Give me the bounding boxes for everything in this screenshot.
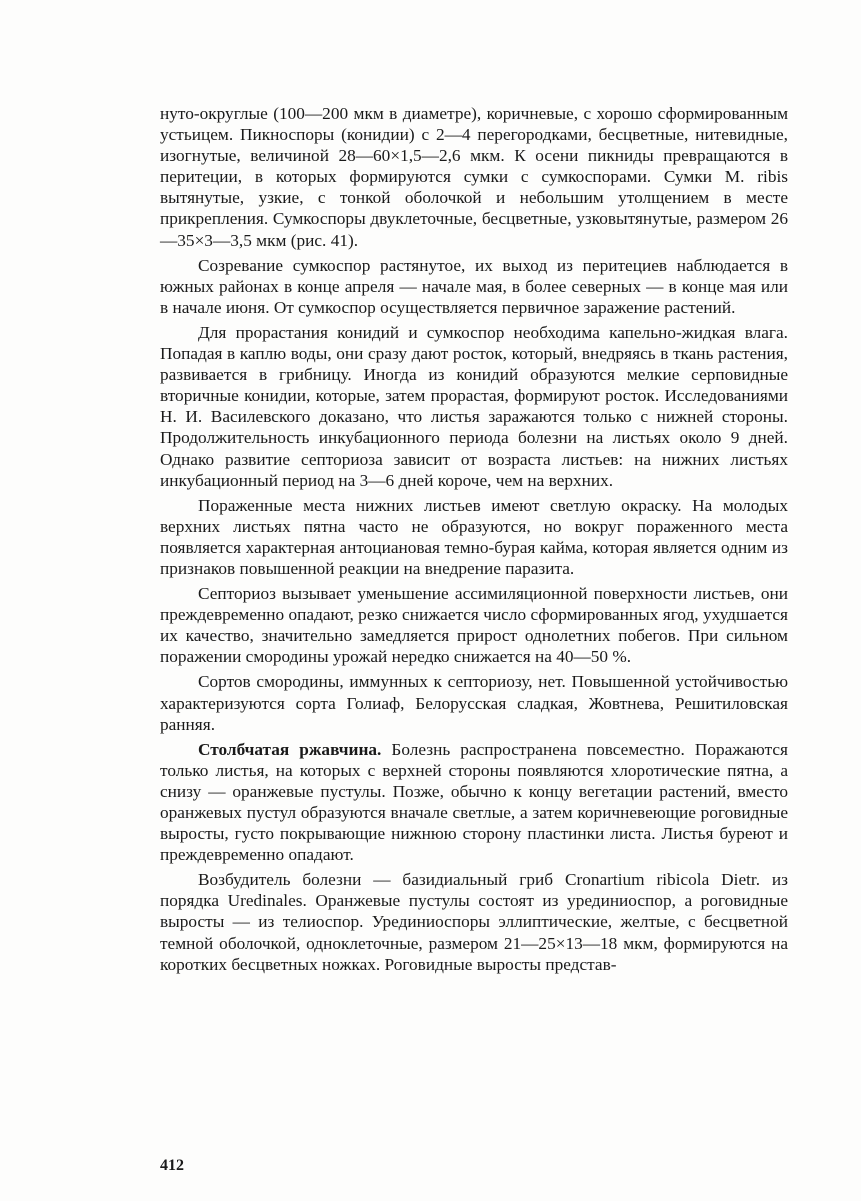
paragraph-with-term	[160, 739, 788, 866]
paragraph: Возбудитель болезни — базидиальный гриб Cronartium ribicola Dietr. из порядка Uredinales. Оранжевые пустулы состоят из урединиоспор, а роговидные выросты — из телиоспор. Урединиоспоры эллиптические, желтые, с бесцветной темной оболочкой, одноклеточные, размером 21—25×13—18 мкм, формируются на коротких бесцветных ножках. Роговидные выросты представ-	[160, 870, 788, 974]
paragraph: нуто-округлые (100—200 мкм в диаметре), коричневые, с хорошо сформированным устьицем. Пикноспоры (конидии) с 2—4 перегородками, бесцветные, нитевидные, изогнутые, величиной 28—60×1,5—2,6 мкм. К осени пикниды превращаются в перитеции, в которых формируются сумки с сумкоспорами. Сумки M. ribis вытянутые, узкие, с тонкой оболочкой и небольшим утолщением в месте прикрепления. Сумкоспоры двуклеточные, бесцветные, узковытянутые, размером 26—35×3—3,5 мкм (рис. 41).	[160, 104, 788, 250]
paragraph-text: Болезнь распространена повсеместно. Поражаются только листья, на которых с верхней стороны появляются хлоротические пятна, а снизу — оранжевые пустулы. Позже, обычно к концу вегетации растений, вместо оранжевых пустул образуются вначале светлые, а затем коричневеющие роговидные выросты, густо покрывающие нижнюю сторону пластинки листа. Листья буреют и преждевременно опадают.	[160, 739, 788, 865]
page-number: 412	[160, 1157, 184, 1174]
paragraph: Септориоз вызывает уменьшение ассимиляционной поверхности листьев, они преждевременно опадают, резко снижается число сформированных ягод, ухудшается их качество, значительно замедляется прирост однолетних побегов. При сильном поражении смородины урожай нередко снижается на 40—50 %.	[160, 584, 788, 667]
paragraph: Сортов смородины, иммунных к септориозу, нет. Повышенной устойчивостью характеризуются сорта Голиаф, Белорусская сладкая, Жовтнева, Решитиловская ранняя.	[160, 672, 788, 734]
paragraph: Пораженные места нижних листьев имеют светлую окраску. На молодых верхних листьях пятна часто не образуются, но вокруг пораженного места появляется характерная антоциановая темно-бурая кайма, которая является одним из признаков повышенной реакции на внедрение паразита.	[160, 495, 788, 578]
paragraph: Для прорастания конидий и сумкоспор необходима капельно-жидкая влага. Попадая в каплю воды, они сразу дают росток, который, внедряясь в ткань растения, развивается в грибницу. Иногда из конидий образуются мелкие серповидные вторичные конидии, которые, затем прорастая, формируют росток. Исследованиями Н. И. Василевского доказано, что листья заражаются только с нижней стороны. Продолжительность инкубационного периода болезни на листьях около 9 дней. Однако развитие септориоза зависит от возраста листьев: на нижних листьях инкубационный период на 3—6 дней короче, чем на верхних.	[160, 322, 788, 490]
section-term: Столбчатая ржавчина.	[198, 739, 382, 759]
paragraph: Созревание сумкоспор растянутое, их выход из перитециев наблюдается в южных районах в конце апреля — начале мая, в более северных — в конце мая или в начале июня. От сумкоспор осуществляется первичное заражение растений.	[160, 255, 788, 317]
body-text	[160, 103, 788, 979]
